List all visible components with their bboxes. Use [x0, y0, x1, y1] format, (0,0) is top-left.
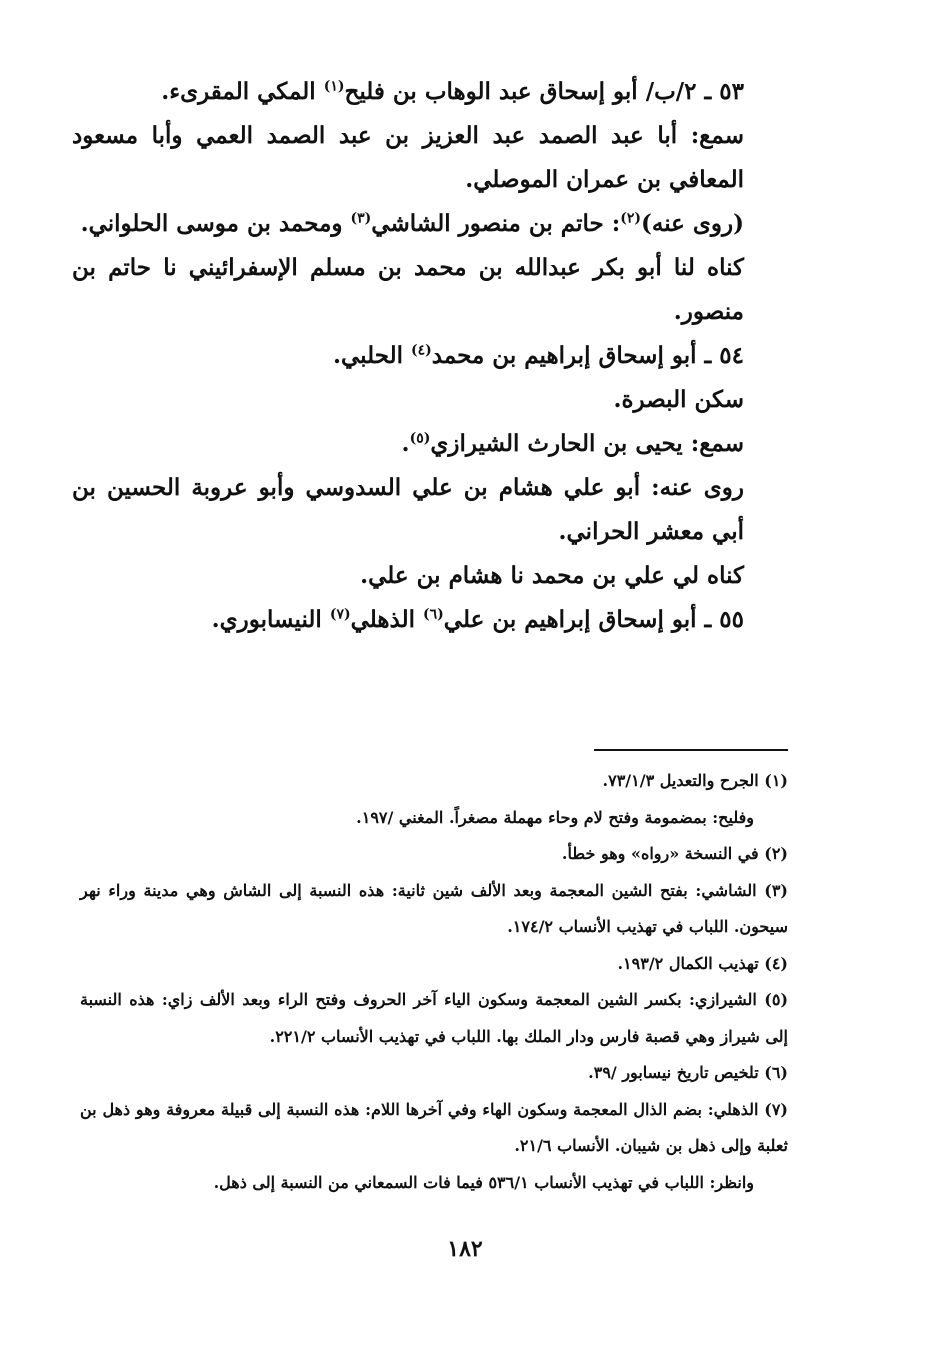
- footnote-3: (٣) الشاشي: بفتح الشين المعجمة وبعد الألف شين ثانية: هذه النسبة إلى الشاش وهي مدينة وراء نهر سيحون. اللباب في تهذيب الأنساب ١٧٤/٢.: [80, 880, 788, 936]
- entry-53-title-end: المكي المقرىء.: [161, 78, 324, 105]
- entry-55-title-c: النيسابوري.: [211, 606, 330, 633]
- entry-54-rawa: روى عنه: أبو علي هشام بن علي السدوسي وأبو عروبة الحسين بن أبي معشر الحراني.: [72, 474, 744, 545]
- footnote-ref-5: (٥): [409, 430, 431, 447]
- footnote-ref-1: (١): [323, 78, 345, 95]
- footnote-ref-3: (٣): [350, 210, 372, 227]
- footnote-ref-7: (٧): [329, 606, 351, 623]
- entry-54-sakan: سكن البصرة.: [613, 386, 744, 413]
- entry-53-title-text: ٥٣ ـ ٢/ب/ أبو إسحاق عبد الوهاب بن فليح: [344, 78, 744, 105]
- page-number: ١٨٢: [447, 1236, 483, 1262]
- entry-53-samia: سمع: أبا عبد الصمد عبد العزيز بن عبد الصمد العمي وأبا مسعود المعافي بن عمران الموصلي.: [72, 122, 744, 193]
- entry-54-samia: [72, 422, 788, 466]
- entry-55-title-b: الذهلي: [350, 606, 424, 633]
- footnote-5: (٥) الشيرازي: بكسر الشين المعجمة وسكون الياء آخر الحروف وفتح الراء وبعد الألف زاي: هذه النسبة إلى شيراز وهي قصبة فارس ودار الملك بها. اللباب في تهذيب الأنساب ٢٢١/٢.: [80, 990, 789, 1046]
- footnote-7-continuation: وانظر: اللباب في تهذيب الأنساب ٥٣٦/١ فيما فات السمعاني من النسبة إلى ذهل.: [213, 1172, 754, 1192]
- entry-53-rawa: [72, 202, 788, 246]
- entry-54-samia-a: سمع: يحيى بن الحارث الشيرازي: [430, 430, 744, 457]
- entry-53-kunya: كناه لنا أبو بكر عبدالله بن محمد بن مسلم الإسفرائيني نا حاتم بن منصور.: [72, 254, 744, 325]
- entry-54-title-a: ٥٤ ـ أبو إسحاق إبراهيم بن محمد: [431, 342, 744, 369]
- footnote-4: (٤) تهذيب الكمال ١٩٣/٢.: [617, 953, 788, 973]
- entry-53-title: [72, 70, 788, 114]
- footnotes: [80, 763, 788, 1201]
- footnote-1: (١) الجرح والتعديل ٧٣/١/٣.: [602, 771, 788, 790]
- footnote-ref-4: (٤): [410, 342, 432, 359]
- entry-53-rawa-c: ومحمد بن موسى الحلواني.: [80, 210, 351, 237]
- footnote-divider: [594, 749, 788, 751]
- entry-54-kunya: كناه لي علي بن محمد نا هشام بن علي.: [360, 562, 744, 589]
- footnote-2: (٢) في النسخة «رواه» وهو خطأ.: [561, 844, 788, 863]
- entry-53-rawa-a: (روى عنه): [641, 210, 744, 237]
- footnote-7: (٧) الذهلي: بضم الذال المعجمة وسكون الهاء وفي آخرها اللام: هذه النسبة إلى قبيلة معروفة وهو ذهل بن ثعلبة وإلى ذهل بن شيبان. الأنساب ٢١/٦.: [80, 1099, 788, 1155]
- entry-53-rawa-b: : حاتم بن منصور الشاشي: [371, 210, 621, 237]
- footnote-ref-2: (٢): [620, 210, 642, 227]
- entry-54-samia-b: .: [401, 430, 410, 457]
- main-text: [72, 70, 788, 642]
- entry-54-title-b: الحلبي.: [333, 342, 411, 369]
- footnote-6: (٦) تلخيص تاريخ نيسابور /٣٩.: [588, 1063, 788, 1082]
- entry-54-title: [72, 334, 788, 378]
- entry-55-title: [72, 598, 788, 642]
- entry-55-title-a: ٥٥ ـ أبو إسحاق إبراهيم بن علي: [443, 606, 744, 633]
- footnote-ref-6: (٦): [423, 606, 444, 623]
- footnote-1-continuation: وفليح: بمضمومة وفتح لام وحاء مهملة مصغراً. المغني /١٩٧.: [356, 807, 754, 827]
